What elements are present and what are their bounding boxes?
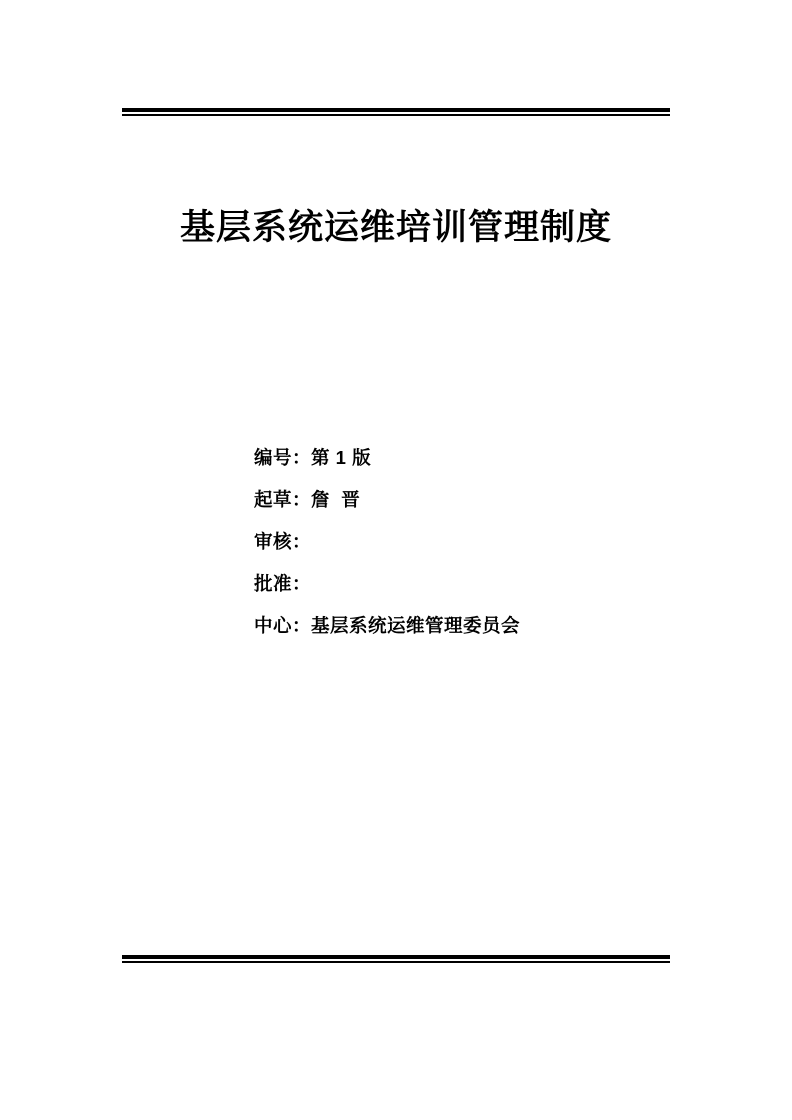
footer-divider [122, 955, 670, 963]
header-divider [122, 108, 670, 116]
page-title: 基层系统运维培训管理制度 [179, 208, 612, 247]
metadata-line-approver: 批准： [254, 573, 312, 594]
metadata-line-drafter: 起草：詹 晋 [254, 489, 361, 510]
metadata-line-center: 中心：基层系统运维管理委员会 [254, 615, 521, 636]
metadata-line-reviewer: 审核： [254, 531, 312, 552]
document-metadata [254, 437, 674, 647]
footer-divider-thin-line [122, 961, 670, 963]
metadata-line-number: 编号：第 1 版 [254, 447, 372, 468]
header-divider-thin-line [122, 114, 670, 116]
